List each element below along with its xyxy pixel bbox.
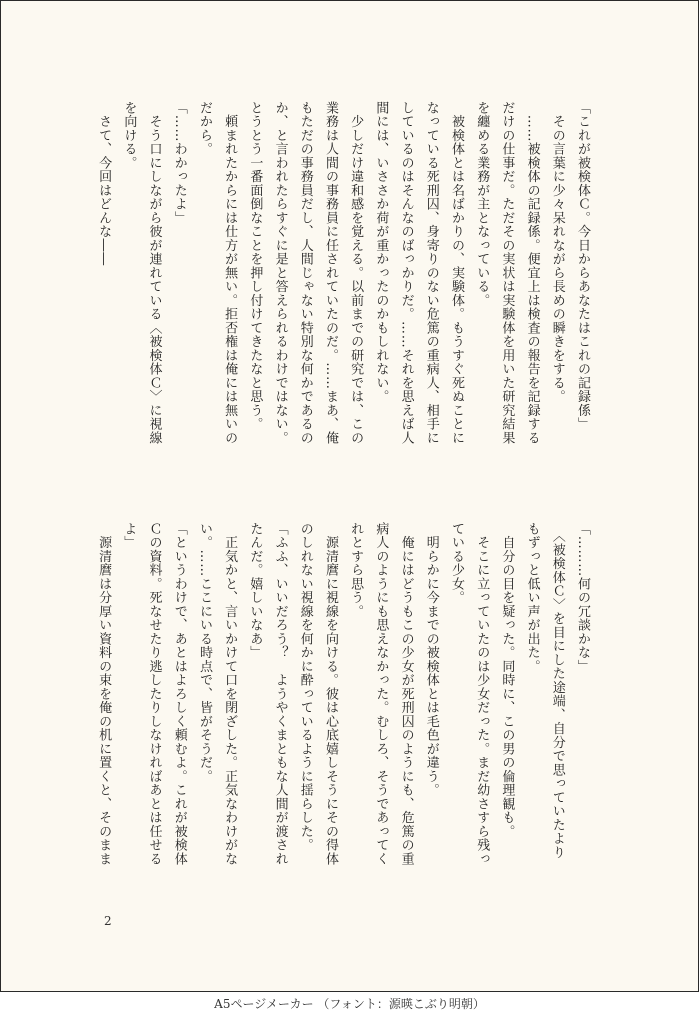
text-line: たんだ。嬉しいなあ」 xyxy=(247,522,263,660)
text-line: 「………何の冗談かな」 xyxy=(575,522,590,674)
text-line: 源清麿は分厚い資料の束を俺の机に置くと、そのまま xyxy=(96,522,112,866)
text-line: しているのはそんなのばっかりだ。……それを思えば人 xyxy=(398,101,414,445)
text-line: 病人のようにも思えなかった。むしろ、そうであってく xyxy=(373,522,389,866)
text-line: 〈被検体Ｃ〉を目にした途端、自分で思っていたより xyxy=(549,522,565,860)
text-line: 間には、いささか荷が重かったのかもしれない。 xyxy=(373,101,389,404)
text-line: その言葉に少々呆れながら長めの瞬きをする。 xyxy=(549,101,565,404)
text-line: 源清麿に視線を向ける。彼は心底嬉しそうにその得体 xyxy=(322,522,338,866)
text-line: 「というわけで、あとはよろしく頼むよ。これが被検体 xyxy=(171,522,187,866)
text-line: ……被検体の記録係。便宜上は検査の報告を記録する xyxy=(524,101,540,445)
upper-text-block xyxy=(91,101,595,481)
text-line: 正気かと、言いかけて口を閉ざした。正気なわけがな xyxy=(222,522,238,866)
text-line: ている少女。 xyxy=(448,522,464,605)
text-line: 自分の目を疑った。同時に、この男の倫理観も。 xyxy=(499,522,515,839)
text-line: だから。 xyxy=(196,101,212,156)
text-line: 「これが被検体Ｃ。今日からあなたはこれの記録係」 xyxy=(575,101,590,431)
text-line: もただの事務員だし、人間じゃない特別な何かであるの xyxy=(297,101,313,445)
text-line: そこに立っていたのは少女だった。まだ幼さすら残っ xyxy=(474,522,490,866)
text-line: か、と言われたらすぐに是と答えられるわけではない。 xyxy=(272,101,288,445)
text-line: 頼まれたからには仕方が無い。拒否権は俺には無いの xyxy=(222,101,238,445)
footer-caption: A5ページメーカー （フォント：源暎こぶり明朝） xyxy=(214,997,485,1011)
lower-text-block xyxy=(91,522,595,902)
text-line: よ」 xyxy=(121,522,137,550)
text-line: 俺にはどうもこの少女が死刑囚のようにも、危篤の重 xyxy=(398,522,414,866)
text-line: とうとう一番面倒なことを押し付けてきたなと思う。 xyxy=(247,101,263,431)
text-line: 「……わかったよ」 xyxy=(171,101,187,225)
text-line: 明らかに今までの被検体とは毛色が違う。 xyxy=(423,522,439,797)
text-line: 被検体とは名ばかりの、実験体。もうすぐ死ぬことに xyxy=(448,101,464,445)
text-line: を向ける。 xyxy=(121,101,137,170)
text-line: のしれない視線を何かに酔っているように揺らした。 xyxy=(297,522,313,852)
text-line: 少しだけ違和感を覚える。以前までの研究では、この xyxy=(348,101,364,445)
text-line: れとすら思う。 xyxy=(348,522,364,619)
text-line: だけの仕事だ。ただその実状は実験体を用いた研究結果 xyxy=(499,101,515,445)
text-line: Ｃの資料。死なせたり逃したりしなければあとは任せる xyxy=(146,522,162,866)
text-line: 業務は人間の事務員に任されていたのだ。……まあ、俺 xyxy=(322,101,338,445)
text-line: そう口にしながら彼が連れている〈被検体Ｃ〉に視線 xyxy=(146,101,162,445)
page-number: 2 xyxy=(104,914,112,928)
text-line: を纏める業務が主となっている。 xyxy=(474,101,490,308)
text-line: なっている死刑囚、身寄りのない危篤の重病人、相手に xyxy=(423,101,439,445)
text-line: 「ふふ、いいだろう？ ようやくまともな人間が渡され xyxy=(272,522,288,866)
text-line: い。……ここにいる時点で、皆がそうだ。 xyxy=(196,522,212,784)
text-line: さて、今回はどんな―― xyxy=(96,101,112,266)
text-line: もずっと低い声が出た。 xyxy=(524,522,540,674)
